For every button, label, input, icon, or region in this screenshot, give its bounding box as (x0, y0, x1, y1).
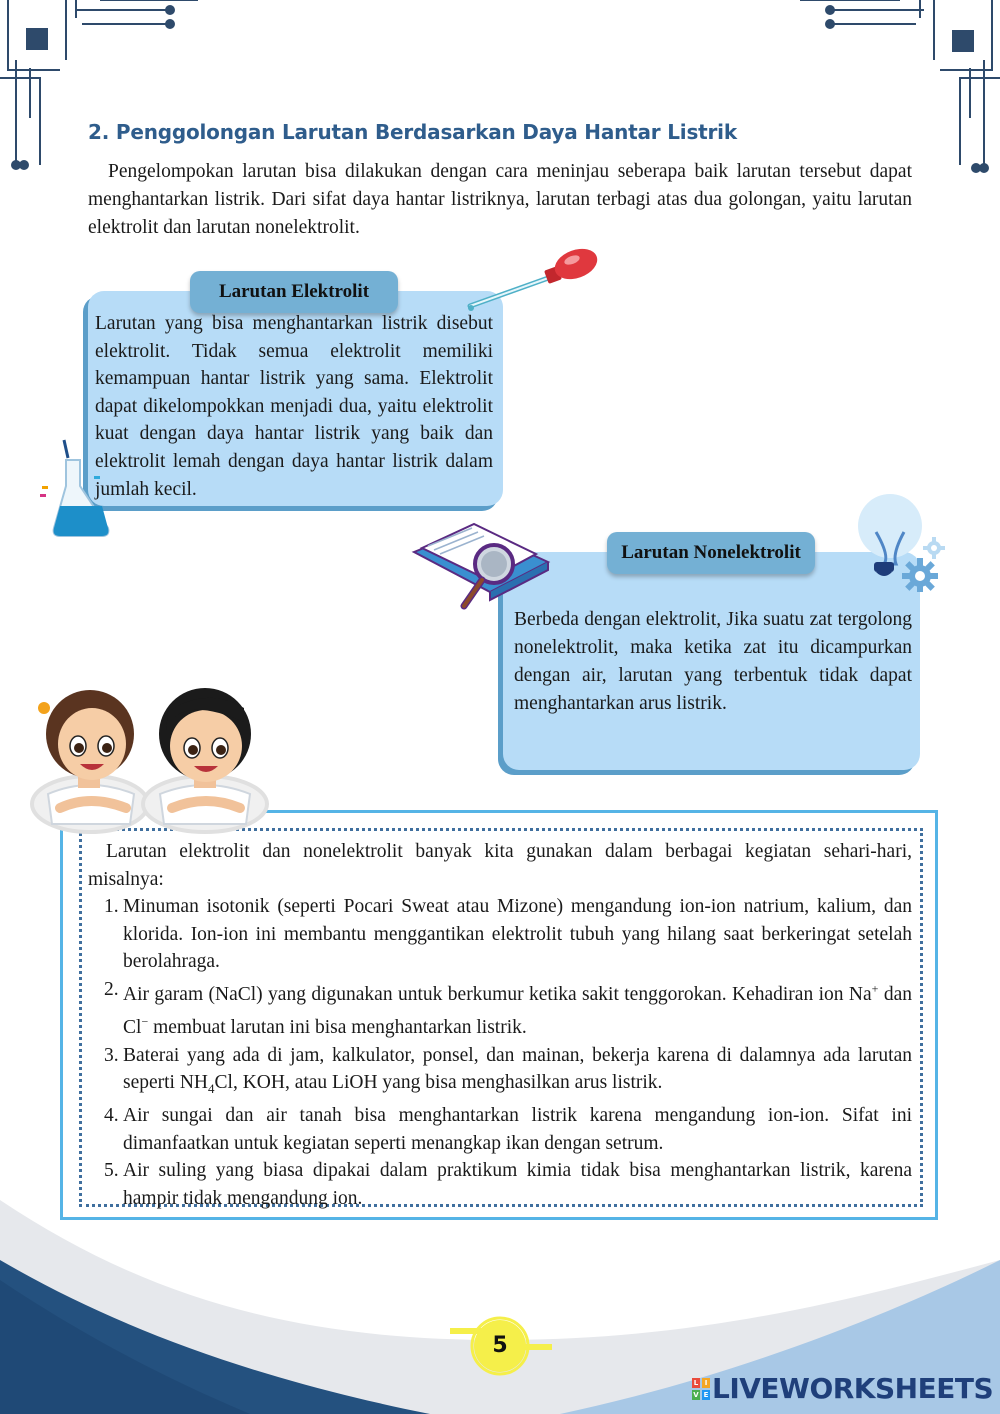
list-item (88, 1157, 912, 1212)
list-item (88, 1102, 912, 1157)
lightbulb-gear-icon (852, 492, 952, 592)
list-number: 3. (104, 1044, 119, 1066)
list-number: 1. (104, 896, 119, 917)
nonelektrolit-label: Larutan Nonelektrolit (607, 532, 815, 574)
list-number: 2. (104, 978, 119, 1000)
flask-icon (36, 436, 116, 541)
liveworksheets-logo-icon: L I V E (693, 1379, 709, 1399)
list-item (88, 976, 912, 1042)
elektrolit-text: Larutan yang bisa menghantarkan listrik disebut elektrolit. Tidak semua elektrolit memiliki kemampuan hantar listrik yang sama. Elektrolit dapat dikelompokkan menjadi dua, yaitu elektrolit kuat dengan daya hantar listrik yang baik dan elektrolit lemah dengan daya hantar listrik dalam jumlah kecil. (95, 313, 493, 500)
list-item-text: Air garam (NaCl) yang digunakan untuk berkumur ketika sakit tenggorokan. Kehadiran ion Na+ dan Cl− membuat larutan ini bisa menghantarkan listrik. (123, 981, 912, 1038)
intro-paragraph: Pengelompokan larutan bisa dilakukan dengan cara meninjau seberapa baik larutan tersebut dapat menghantarkan listrik. Dari sifat daya hantar listriknya, larutan terbagi atas dua golongan, yaitu larutan elektrolit dan larutan nonelektrolit. (88, 161, 912, 238)
examples-intro: Larutan elektrolit dan nonelektrolit banyak kita gunakan dalam berbagai kegiatan sehari-hari, misalnya: (88, 841, 912, 890)
liveworksheets-watermark[interactable]: LIVEWORKSHEETS (712, 1372, 994, 1405)
page-number: 5 (474, 1320, 526, 1372)
book-magnifier-icon (404, 518, 554, 614)
scientist-kids-illustration (30, 664, 280, 834)
list-number: 5. (104, 1160, 119, 1182)
section-title: 2. Penggolongan Larutan Berdasarkan Daya Hantar Listrik (88, 120, 737, 144)
list-item (88, 893, 912, 976)
nonelektrolit-text: Berbeda dengan elektrolit, Jika suatu zat tergolong nonelektrolit, maka ketika zat itu dicampurkan dengan air, larutan yang terbentuk tidak dapat menghantarkan arus listrik. (514, 609, 912, 714)
list-item-text: Minuman isotonik (seperti Pocari Sweat atau Mizone) mengandung ion-ion natrium, kalium, dan klorida. Ion-ion ini membantu menggantikan elektrolit tubuh yang hilang saat berkeringat setelah berolahraga. (123, 896, 912, 972)
elektrolit-label: Larutan Elektrolit (190, 271, 398, 313)
list-item (88, 1042, 912, 1103)
list-item-text: Air sungai dan air tanah bisa menghantarkan listrik karena mengandung ion-ion. Sifat ini dimanfaatkan untuk kegiatan seperti menangkap ikan dengan setrum. (123, 1105, 912, 1154)
examples-list (88, 893, 912, 1212)
pipette-icon (462, 246, 602, 316)
list-number: 4. (104, 1105, 119, 1127)
circuit-corner-right-icon (800, 0, 1000, 172)
list-item-text: Baterai yang ada di jam, kalkulator, ponsel, dan mainan, bekerja karena di dalamnya ada larutan seperti $NH_4Cl$, KOH, atau LiOH yang bisa menghasilkan arus listrik. (123, 1044, 912, 1096)
list-item-text: Air suling yang biasa dipakai dalam praktikum kimia tidak bisa menghantarkan listrik, karena hampir tidak mengandung ion. (123, 1160, 912, 1209)
